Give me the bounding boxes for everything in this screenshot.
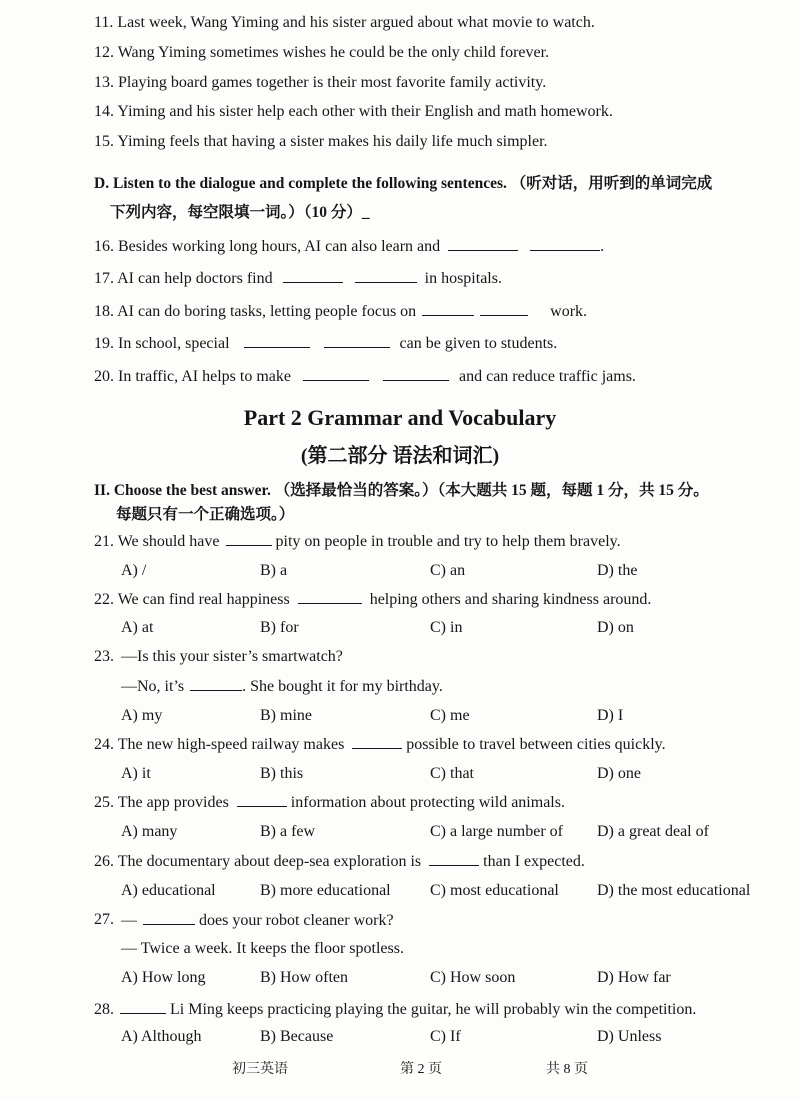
question-20-end: and can reduce traffic jams. xyxy=(458,368,636,385)
answer-blank[interactable] xyxy=(244,333,310,348)
footer-page-number: 第 2 页 xyxy=(400,1062,442,1077)
option-a[interactable]: A) Although xyxy=(121,1028,202,1045)
answer-blank[interactable] xyxy=(530,236,600,251)
option-d[interactable]: D) one xyxy=(597,765,641,782)
question-23-line2 xyxy=(121,676,443,697)
section-d-heading-line2: 下列内容，每空限填一词。）（10 分）_ xyxy=(110,204,370,221)
question-17 xyxy=(94,268,502,289)
option-a[interactable]: A) educational xyxy=(121,882,216,899)
option-a[interactable]: A) it xyxy=(121,765,151,782)
section-d-heading-line1: D. Listen to the dialogue and complete the following sentences. （听对话，用听到的单词完成 xyxy=(94,175,713,192)
question-25-stem-end: information about protecting wild animals. xyxy=(290,794,565,811)
option-d[interactable]: D) a great deal of xyxy=(597,823,709,840)
question-28 xyxy=(94,999,696,1020)
statement-15: 15. Yiming feels that having a sister makes his daily life much simpler. xyxy=(94,133,548,150)
question-17-text: 17. AI can help doctors find xyxy=(94,270,273,287)
answer-blank[interactable] xyxy=(429,851,479,866)
question-27-line1-end: does your robot cleaner work? xyxy=(199,912,394,929)
question-17-end: in hospitals. xyxy=(424,270,502,287)
option-b[interactable]: B) for xyxy=(260,619,299,636)
question-18 xyxy=(94,301,587,322)
question-24-stem-end: possible to travel between cities quickly. xyxy=(406,736,666,753)
question-21-stem-end: pity on people in trouble and try to help them bravely. xyxy=(275,533,621,550)
option-a[interactable]: A) many xyxy=(121,823,178,840)
option-a[interactable]: A) at xyxy=(121,619,154,636)
footer-subject: 初三英语 xyxy=(232,1062,288,1077)
answer-blank[interactable] xyxy=(352,734,402,749)
question-21-stem-start: 21. We should have xyxy=(94,533,220,550)
answer-blank[interactable] xyxy=(303,366,369,381)
question-20 xyxy=(94,366,636,387)
option-c[interactable]: C) me xyxy=(430,707,470,724)
answer-blank[interactable] xyxy=(190,676,242,691)
answer-blank[interactable] xyxy=(324,333,390,348)
question-21 xyxy=(94,531,621,552)
question-16 xyxy=(94,236,604,257)
option-c[interactable]: C) If xyxy=(430,1028,461,1045)
question-28-stem: Li Ming keeps practicing playing the guitar, he will probably win the competition. xyxy=(170,1001,697,1018)
statement-12: 12. Wang Yiming sometimes wishes he could be the only child forever. xyxy=(94,44,550,61)
option-b[interactable]: B) How often xyxy=(260,969,348,986)
option-a[interactable]: A) How long xyxy=(121,969,206,986)
option-c[interactable]: C) an xyxy=(430,562,466,579)
option-d[interactable]: D) How far xyxy=(597,969,671,986)
question-26-stem-start: 26. The documentary about deep-sea exploration is xyxy=(94,853,422,870)
option-b[interactable]: B) mine xyxy=(260,707,312,724)
option-a[interactable]: A) / xyxy=(121,562,147,579)
question-25 xyxy=(94,792,565,813)
section-ii-heading-line2: 每题只有一个正确选项。） xyxy=(116,506,295,523)
question-26-stem-end: than I expected. xyxy=(483,853,585,870)
answer-blank[interactable] xyxy=(422,301,474,316)
option-d[interactable]: D) Unless xyxy=(597,1028,662,1045)
option-b[interactable]: B) a xyxy=(260,562,288,579)
answer-blank[interactable] xyxy=(120,999,166,1014)
part-2-title: Part 2 Grammar and Vocabulary xyxy=(243,405,557,430)
answer-blank[interactable] xyxy=(226,531,272,546)
statement-13: 13. Playing board games together is their most favorite family activity. xyxy=(94,74,547,91)
question-18-text: 18. AI can do boring tasks, letting people focus on xyxy=(94,303,417,320)
question-16-text: 16. Besides working long hours, AI can also learn and xyxy=(94,238,441,255)
part-2-subtitle: (第二部分 语法和词汇) xyxy=(300,445,500,467)
question-24-stem-start: 24. The new high-speed railway makes xyxy=(94,736,345,753)
option-c[interactable]: C) in xyxy=(430,619,463,636)
option-b[interactable]: B) a few xyxy=(260,823,316,840)
question-28-number: 28. xyxy=(94,1001,114,1018)
question-18-end: work. xyxy=(550,303,588,320)
answer-blank[interactable] xyxy=(237,792,287,807)
question-23-line1: —Is this your sister’s smartwatch? xyxy=(121,648,343,665)
answer-blank[interactable] xyxy=(383,366,449,381)
question-22-stem-start: 22. We can find real happiness xyxy=(94,591,290,608)
answer-blank[interactable] xyxy=(448,236,518,251)
option-b[interactable]: B) more educational xyxy=(260,882,391,899)
answer-blank[interactable] xyxy=(283,268,343,283)
answer-blank[interactable] xyxy=(355,268,417,283)
statement-14: 14. Yiming and his sister help each other with their English and math homework. xyxy=(94,103,613,120)
question-16-end: . xyxy=(600,238,605,255)
question-24 xyxy=(94,734,666,755)
answer-blank[interactable] xyxy=(298,589,362,604)
answer-blank[interactable] xyxy=(143,910,195,925)
option-a[interactable]: A) my xyxy=(121,707,163,724)
statement-11: 11. Last week, Wang Yiming and his sister argued about what movie to watch. xyxy=(94,14,595,31)
option-c[interactable]: C) most educational xyxy=(430,882,559,899)
question-22-stem-end: helping others and sharing kindness around. xyxy=(369,591,652,608)
question-19-text: 19. In school, special xyxy=(94,335,230,352)
option-d[interactable]: D) I xyxy=(597,707,624,724)
option-b[interactable]: B) Because xyxy=(260,1028,334,1045)
question-23-line2-end: . She bought it for my birthday. xyxy=(242,678,443,695)
option-c[interactable]: C) How soon xyxy=(430,969,516,986)
question-27-number: 27. xyxy=(94,911,114,928)
question-27-line2: — Twice a week. It keeps the floor spotless. xyxy=(121,940,404,957)
question-27-line1 xyxy=(121,910,394,931)
question-19 xyxy=(94,333,557,354)
option-d[interactable]: D) on xyxy=(597,619,634,636)
question-22 xyxy=(94,589,651,610)
footer-page-total: 共 8 页 xyxy=(546,1062,588,1077)
question-26 xyxy=(94,851,585,872)
option-b[interactable]: B) this xyxy=(260,765,304,782)
answer-blank[interactable] xyxy=(480,301,528,316)
section-ii-heading-line1: II. Choose the best answer. （选择最恰当的答案。）（本大题共 15 题，每题 1 分，共 15 分。 xyxy=(94,482,709,499)
question-23-number: 23. xyxy=(94,648,114,665)
option-d[interactable]: D) the xyxy=(597,562,638,579)
option-c[interactable]: C) that xyxy=(430,765,474,782)
question-20-text: 20. In traffic, AI helps to make xyxy=(94,368,291,385)
question-25-stem-start: 25. The app provides xyxy=(94,794,229,811)
option-c[interactable]: C) a large number of xyxy=(430,823,563,840)
question-23-line2-start: —No, it’s xyxy=(121,678,185,695)
question-27-line1-start: — xyxy=(121,912,137,929)
question-19-end: can be given to students. xyxy=(399,335,558,352)
option-d[interactable]: D) the most educational xyxy=(597,882,751,899)
